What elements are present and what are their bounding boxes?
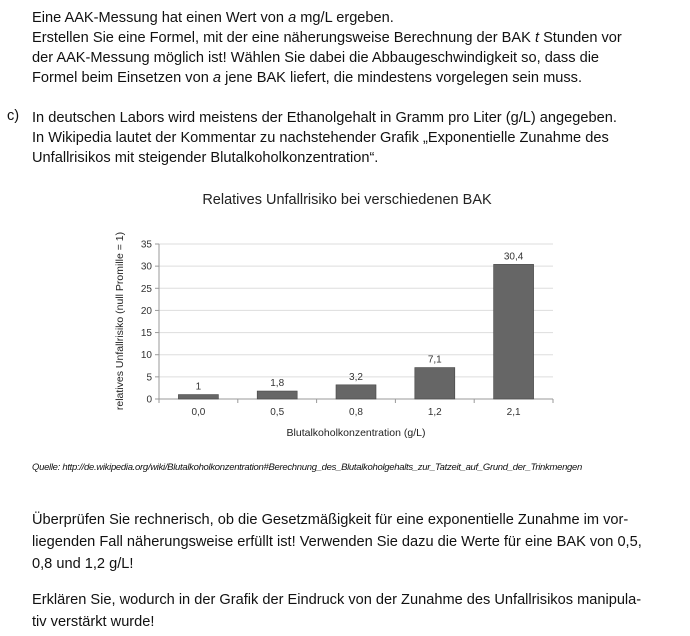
bar bbox=[415, 368, 455, 399]
task1-line-3: 0,8 und 1,2 g/L! bbox=[32, 556, 134, 572]
text: jene BAK liefert, die mindestens vorgelegen sein muss. bbox=[221, 70, 582, 86]
bar bbox=[494, 264, 534, 399]
variable: a bbox=[212, 70, 222, 86]
data-label: 1 bbox=[195, 381, 202, 393]
text: Eine AAK-Messung hat einen Wert von bbox=[32, 10, 289, 26]
task2-line-1: Erklären Sie, wodurch in der Grafik der Eindruck von der Zunahme des Unfallrisikos manipula- bbox=[32, 592, 642, 608]
source-citation: Quelle: http://de.wikipedia.org/wiki/Blutalkoholkonzentration#Berechnung_des_Blutalkoholgehalts_zur_Tatzeit_auf_Grund_der_Trinkmengen bbox=[32, 462, 583, 473]
variable: a bbox=[288, 10, 297, 26]
x-tick-label: 0,0 bbox=[191, 407, 206, 418]
data-label: 1,8 bbox=[270, 378, 285, 390]
y-tick-label: 20 bbox=[140, 305, 152, 317]
y-tick-label: 25 bbox=[140, 283, 152, 295]
data-label: 3,2 bbox=[349, 371, 363, 383]
y-tick-label: 15 bbox=[140, 328, 152, 340]
data-label: 30,4 bbox=[503, 251, 524, 263]
task2-line-2: tiv verstärkt wurde! bbox=[32, 614, 155, 630]
y-tick-label: 35 bbox=[140, 239, 152, 251]
x-tick-label: 2,1 bbox=[506, 407, 521, 418]
text: mg/L ergeben. bbox=[296, 10, 394, 26]
task1-line-1: Überprüfen Sie rechnerisch, ob die Gesetzmäßigkeit für eine exponentielle Zunahme im vor- bbox=[32, 512, 629, 528]
x-axis-label: Blutalkoholkonzentration (g/L) bbox=[286, 427, 426, 439]
y-tick-label: 0 bbox=[146, 394, 152, 406]
y-axis-label: relatives Unfallrisiko (null Promille = 1) bbox=[114, 231, 126, 411]
bar bbox=[178, 395, 218, 399]
part-c-line-2: In Wikipedia lautet der Kommentar zu nachstehender Grafik „Exponentielle Zunahme des bbox=[32, 130, 609, 146]
x-tick-label: 1,2 bbox=[427, 407, 442, 418]
variable: t bbox=[534, 30, 540, 46]
y-tick-label: 30 bbox=[140, 261, 152, 273]
x-tick-label: 0,8 bbox=[349, 407, 363, 418]
part-c-line-1: In deutschen Labors wird meistens der Ethanolgehalt in Gramm pro Liter (g/L) angegeben. bbox=[32, 110, 617, 126]
text: Formel beim Einsetzen von bbox=[32, 70, 213, 86]
part-c-line-3: Unfallrisikos mit steigender Blutalkoholkonzentration“. bbox=[32, 150, 379, 166]
chart-title: Relatives Unfallrisiko bei verschiedenen BAK bbox=[202, 192, 492, 208]
y-tick-label: 5 bbox=[146, 372, 152, 384]
task1-line-2: liegenden Fall näherungsweise erfüllt ist! Verwenden Sie dazu die Werte für eine BAK von 0,5, bbox=[32, 534, 642, 550]
bar bbox=[257, 391, 297, 399]
data-label: 7,1 bbox=[427, 354, 442, 366]
x-tick-label: 0,5 bbox=[270, 407, 285, 418]
text: Erstellen Sie eine Formel, mit der eine näherungsweise Berechnung der BAK bbox=[32, 30, 535, 46]
part-c-label: c) bbox=[7, 108, 20, 124]
y-tick-label: 10 bbox=[140, 350, 152, 362]
bar bbox=[336, 385, 376, 399]
intro-line-3: der AAK-Messung möglich ist! Wählen Sie dabei die Abbaugeschwindigkeit so, dass die bbox=[32, 50, 600, 66]
text: Stunden vor bbox=[539, 30, 622, 46]
